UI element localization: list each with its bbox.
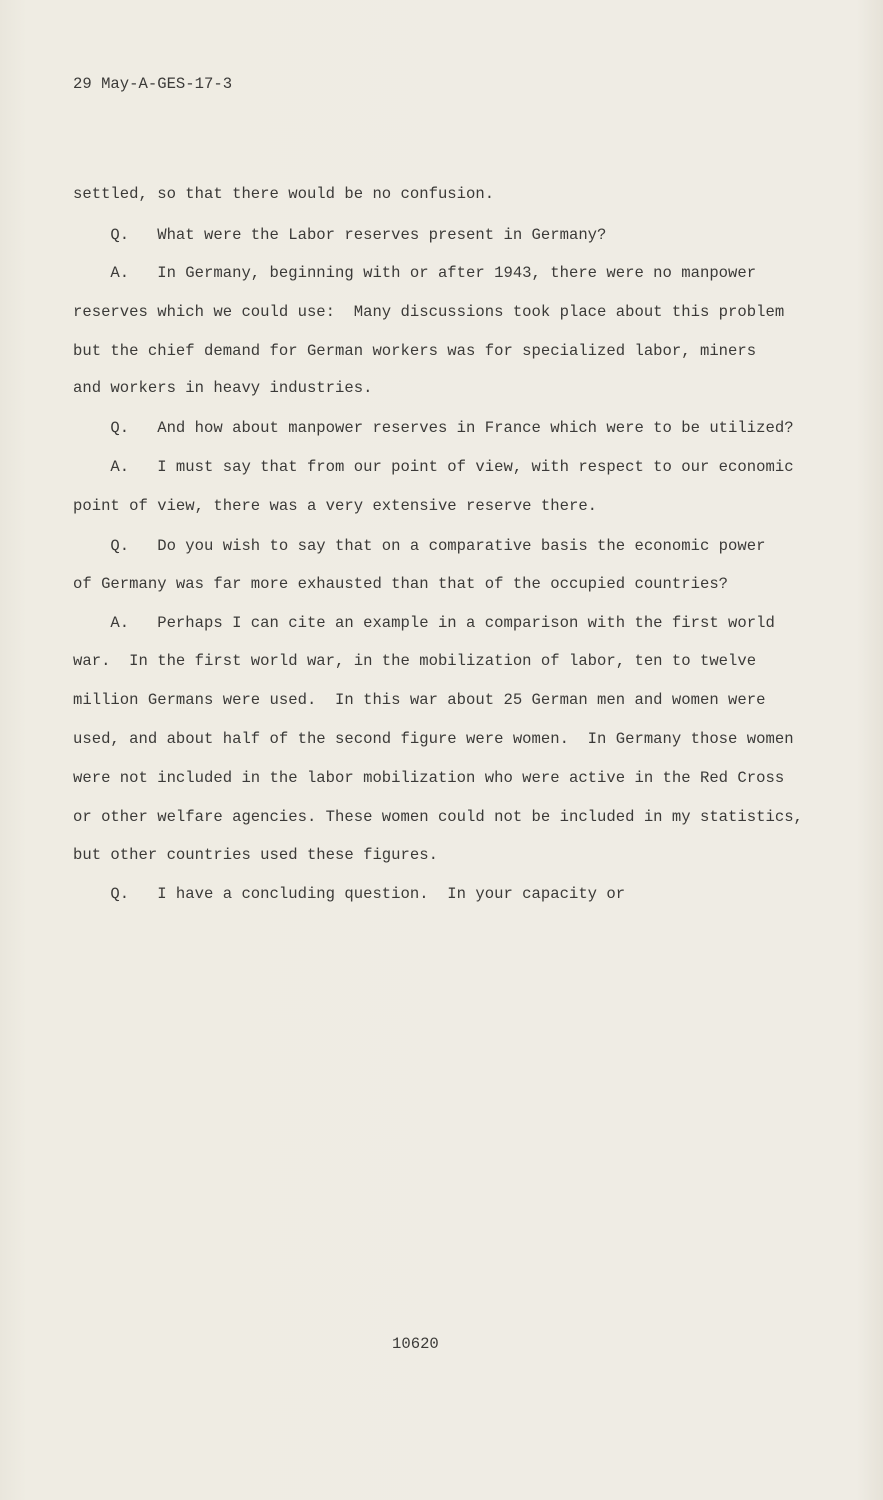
text-line: A. I must say that from our point of view, with respect to our economic	[73, 458, 794, 476]
text-line: and workers in heavy industries.	[73, 379, 373, 397]
text-line: were not included in the labor mobilization who were active in the Red Cross	[73, 769, 785, 787]
text-line: settled, so that there would be no confusion.	[73, 185, 495, 203]
page-number: 10620	[392, 1335, 439, 1353]
text-line: Q. And how about manpower reserves in France which were to be utilized?	[73, 419, 794, 437]
text-line: used, and about half of the second figure were women. In Germany those women	[73, 730, 794, 748]
text-line: Q. What were the Labor reserves present in Germany?	[73, 226, 607, 244]
document-header: 29 May-A-GES-17-3	[73, 75, 233, 93]
text-line: of Germany was far more exhausted than that of the occupied countries?	[73, 575, 729, 593]
text-line: reserves which we could use: Many discussions took place about this problem	[73, 303, 785, 321]
text-line: Q. Do you wish to say that on a comparative basis the economic power	[73, 537, 766, 555]
text-line: point of view, there was a very extensive reserve there.	[73, 497, 598, 515]
text-line: A. Perhaps I can cite an example in a comparison with the first world	[73, 614, 775, 632]
text-line: but other countries used these figures.	[73, 846, 438, 864]
text-line: or other welfare agencies. These women could not be included in my statistics,	[73, 808, 803, 826]
text-line: war. In the first world war, in the mobilization of labor, ten to twelve	[73, 652, 757, 670]
text-line: Q. I have a concluding question. In your capacity or	[73, 885, 626, 903]
text-line: but the chief demand for German workers was for specialized labor, miners	[73, 342, 757, 360]
text-line: million Germans were used. In this war about 25 German men and women were	[73, 691, 766, 709]
text-line: A. In Germany, beginning with or after 1943, there were no manpower	[73, 264, 757, 282]
